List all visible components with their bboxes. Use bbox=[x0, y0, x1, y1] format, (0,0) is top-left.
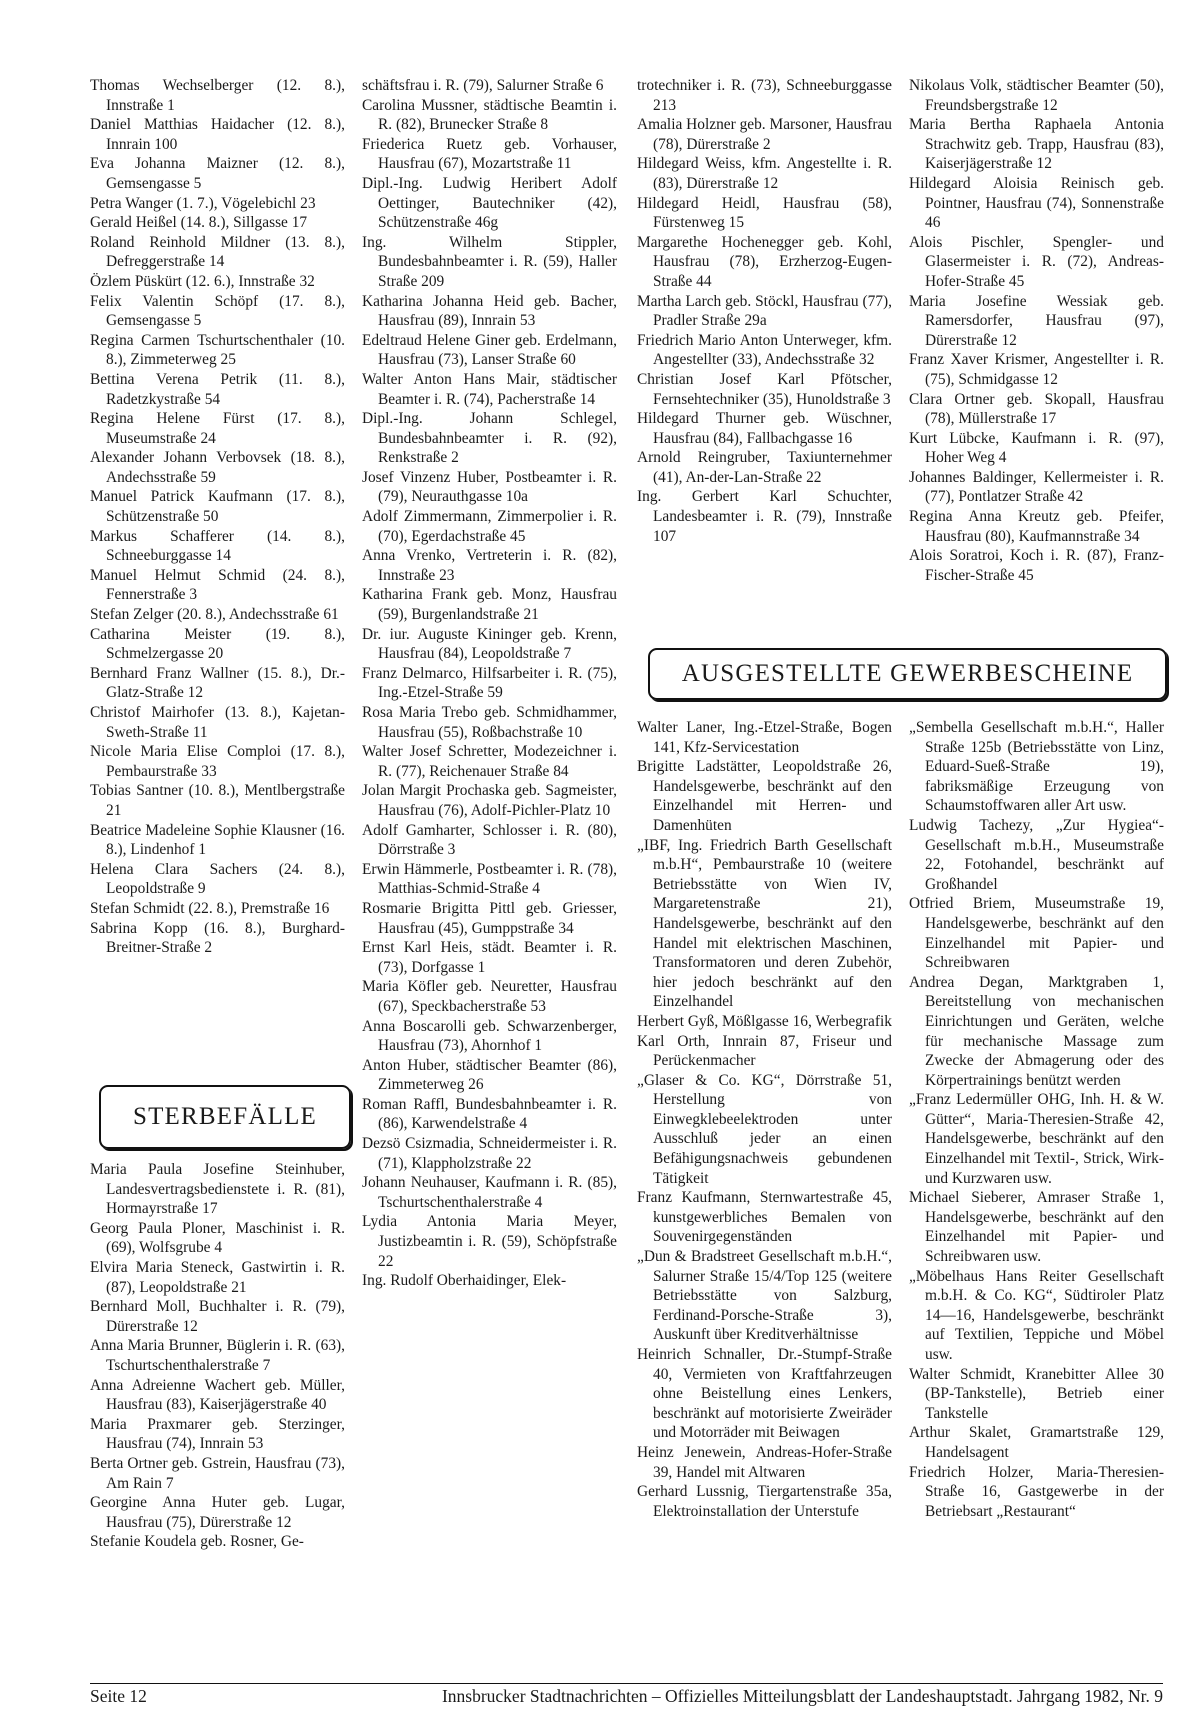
list-entry: trotechniker i. R. (73), Schneeburggasse 213 bbox=[637, 77, 892, 114]
column-1 bbox=[90, 76, 345, 958]
list-entry: Hildegard Thurner geb. Wüschner, Hausfrau (84), Fallbachgasse 16 bbox=[637, 410, 892, 447]
list-entry: Catharina Meister (19. 8.), Schmelzergasse 20 bbox=[90, 625, 345, 663]
list-entry: Manuel Helmut Schmid (24. 8.), Fennerstraße 3 bbox=[90, 566, 345, 604]
list-entry: Rosmarie Brigitta Pittl geb. Griesser, Hausfrau (45), Gumppstraße 34 bbox=[362, 899, 617, 937]
list-entry: Maria Köfler geb. Neuretter, Hausfrau (67), Speckbacherstraße 53 bbox=[362, 978, 617, 1015]
list-entry: Bettina Verena Petrik (11. 8.), Radetzkystraße 54 bbox=[90, 370, 345, 408]
list-entry: Alois Soratroi, Koch i. R. (87), Franz-Fischer-Straße 45 bbox=[909, 547, 1164, 584]
list-entry: Andrea Degan, Marktgraben 1, Bereitstellung von mechanischen Einrichtungen und Geräten, welche für mechanische Massage zum Zwecke der Abmagerung oder des Körpertrainings benützt werden bbox=[909, 973, 1164, 1089]
list-entry: Regina Anna Kreutz geb. Pfeifer, Hausfrau (80), Kaufmannstraße 34 bbox=[909, 508, 1164, 545]
list-entry: Dipl.-Ing. Johann Schlegel, Bundesbahnbeamter i. R. (92), Renkstraße 2 bbox=[362, 410, 617, 467]
list-entry: Thomas Wechselberger (12. 8.), Innstraße 1 bbox=[90, 77, 345, 114]
list-entry: Johannes Baldinger, Kellermeister i. R. (77), Pontlatzer Straße 42 bbox=[909, 468, 1164, 506]
list-entry: Ernst Karl Heis, städt. Beamter i. R. (73), Dorfgasse 1 bbox=[362, 939, 617, 976]
list-entry: Martha Larch geb. Stöckl, Hausfrau (77), Pradler Straße 29a bbox=[637, 292, 892, 330]
list-entry: Markus Schafferer (14. 8.), Schneeburggasse 14 bbox=[90, 527, 345, 565]
list-entry: Katharina Johanna Heid geb. Bacher, Hausfrau (89), Innrain 53 bbox=[362, 292, 617, 330]
list-entry: Nikolaus Volk, städtischer Beamter (50), Freundsbergstraße 12 bbox=[909, 77, 1164, 114]
list-entry: Regina Helene Fürst (17. 8.), Museumstraße 24 bbox=[90, 410, 345, 447]
list-entry: Brigitte Ladstätter, Leopoldstraße 26, Handelsgewerbe, beschränkt auf den Einzelhandel mit Herren- und Damenhüten bbox=[637, 758, 892, 834]
list-entry: Walter Josef Schretter, Modezeichner i. R. (77), Reichenauer Straße 84 bbox=[362, 743, 617, 780]
list-entry: Anna Boscarolli geb. Schwarzenberger, Hausfrau (73), Ahornhof 1 bbox=[362, 1017, 617, 1055]
list-entry: Anna Adreienne Wachert geb. Müller, Hausfrau (83), Kaiserjägerstraße 40 bbox=[90, 1376, 345, 1414]
list-entry: Heinz Jenewein, Andreas-Hofer-Straße 39, Handel mit Altwaren bbox=[637, 1443, 892, 1481]
list-entry: „Dun & Bradstreet Gesellschaft m.b.H.“, Salurner Straße 15/4/Top 125 (weitere Betriebsstätte von Salzburg, Ferdinand-Porsche-Straße 3), Auskunft über Kreditverhältnisse bbox=[637, 1248, 892, 1344]
footer-divider bbox=[90, 1683, 1163, 1684]
section-title-trade-licences: AUSGESTELLTE GEWERBESCHEINE bbox=[681, 660, 1134, 687]
list-entry: Edeltraud Helene Giner geb. Erdelmann, Hausfrau (73), Lanser Straße 60 bbox=[362, 331, 617, 369]
list-entry: Arnold Reingruber, Taxiunternehmer (41), An-der-Lan-Straße 22 bbox=[637, 449, 892, 486]
list-entry: Friedrich Mario Anton Unterweger, kfm. Angestellter (33), Andechsstraße 32 bbox=[637, 331, 892, 369]
list-entry: Hildegard Aloisia Reinisch geb. Pointner, Hausfrau (74), Sonnenstraße 46 bbox=[909, 174, 1164, 232]
list-entry: „Möbelhaus Hans Reiter Gesellschaft m.b.H. & Co. KG“, Südtiroler Platz 14—16, Handelsgewerbe, beschränkt auf Textilien, Teppiche und Möbel usw. bbox=[909, 1267, 1164, 1363]
list-entry: Herbert Gyß, Mößlgasse 16, Werbegrafik bbox=[637, 1012, 892, 1030]
list-entry: „IBF, Ing. Friedrich Barth Gesellschaft m.b.H“, Pembaurstraße 10 (weitere Betriebsstätte von Wien IV, Margaretenstraße 21), Handelsgewerbe, beschränkt auf den Handel mit elektrischen Maschinen, Transformatoren und deren Zubehör, hier jedoch beschränkt auf den Einzelhandel bbox=[637, 836, 892, 1011]
list-entry: Stefanie Koudela geb. Rosner, Ge- bbox=[90, 1533, 304, 1551]
column-3 bbox=[637, 76, 892, 546]
list-entry: Sabrina Kopp (16. 8.), Burghard-Breitner-Straße 2 bbox=[90, 919, 345, 957]
list-entry: Beatrice Madeleine Sophie Klausner (16. 8.), Lindenhof 1 bbox=[90, 821, 345, 859]
list-entry: „Glaser & Co. KG“, Dörrstraße 51, Herstellung von Einwegklebeelektroden unter Ausschluß jeder an einen Befähigungsnachweis gebundenen Tätigkeit bbox=[637, 1071, 892, 1187]
list-entry: Bernhard Moll, Buchhalter i. R. (79), Dürerstraße 12 bbox=[90, 1298, 345, 1335]
list-entry: Stefan Schmidt (22. 8.), Premstraße 16 bbox=[90, 899, 330, 917]
list-entry: Anton Huber, städtischer Beamter (86), Zimmeterweg 26 bbox=[362, 1056, 617, 1094]
list-entry: Berta Ortner geb. Gstrein, Hausfrau (73), Am Rain 7 bbox=[90, 1454, 345, 1492]
list-entry: Eva Johanna Maizner (12. 8.), Gemsengasse 5 bbox=[90, 155, 345, 192]
list-entry: Clara Ortner geb. Skopall, Hausfrau (78), Müllerstraße 17 bbox=[909, 390, 1164, 428]
list-entry: Margarethe Hochenegger geb. Kohl, Hausfrau (78), Erzherzog-Eugen-Straße 44 bbox=[637, 233, 892, 290]
list-entry: Felix Valentin Schöpf (17. 8.), Gemsengasse 5 bbox=[90, 292, 345, 330]
list-entry: Alois Pischler, Spengler- und Glasermeister i. R. (72), Andreas-Hofer-Straße 45 bbox=[909, 233, 1164, 290]
list-entry: Walter Laner, Ing.-Etzel-Straße, Bogen 141, Kfz-Servicestation bbox=[637, 719, 892, 756]
list-entry: Erwin Hämmerle, Postbeamter i. R. (78), Matthias-Schmid-Straße 4 bbox=[362, 860, 617, 898]
column-2 bbox=[362, 76, 617, 1291]
list-entry: Heinrich Schnaller, Dr.-Stumpf-Straße 40, Vermieten von Kraftfahrzeugen ohne Beistellung eines Lenkers, beschränkt auf motorisierte Zweiräder und Motorräder mit Beiwagen bbox=[637, 1346, 892, 1442]
list-entry: Franz Delmarco, Hilfsarbeiter i. R. (75), Ing.-Etzel-Straße 59 bbox=[362, 664, 617, 702]
list-entry: Rosa Maria Trebo geb. Schmidhammer, Hausfrau (55), Roßbachstraße 10 bbox=[362, 704, 617, 741]
list-entry: Kurt Lübcke, Kaufmann i. R. (97), Hoher Weg 4 bbox=[909, 429, 1164, 467]
list-entry: Özlem Püskürt (12. 6.), Innstraße 32 bbox=[90, 272, 315, 290]
list-entry: Hildegard Heidl, Hausfrau (58), Fürstenweg 15 bbox=[637, 194, 892, 232]
section-title-deaths: STERBEFÄLLE bbox=[132, 1103, 318, 1130]
list-entry: Maria Bertha Raphaela Antonia Strachwitz geb. Trapp, Hausfrau (83), Kaiserjägerstraße 12 bbox=[909, 116, 1164, 173]
list-entry: Roland Reinhold Mildner (13. 8.), Defreggerstraße 14 bbox=[90, 233, 345, 271]
list-entry: Bernhard Franz Wallner (15. 8.), Dr.-Glatz-Straße 12 bbox=[90, 664, 345, 702]
list-entry: Jolan Margit Prochaska geb. Sagmeister, Hausfrau (76), Adolf-Pichler-Platz 10 bbox=[362, 782, 617, 819]
section-heading-deaths bbox=[99, 1085, 351, 1149]
list-entry: Walter Anton Hans Mair, städtischer Beamter i. R. (74), Pacherstraße 14 bbox=[362, 370, 617, 408]
list-entry: schäftsfrau i. R. (79), Salurner Straße 6 bbox=[362, 77, 604, 94]
list-entry: Josef Vinzenz Huber, Postbeamter i. R. (79), Neurauthgasse 10a bbox=[362, 468, 617, 506]
list-entry: Ludwig Tachezy, „Zur Hygiea“-Gesellschaft m.b.H., Museumstraße 22, Fotohandel, beschränkt auf Großhandel bbox=[909, 816, 1164, 893]
section-heading-trade-licences bbox=[648, 648, 1167, 700]
list-entry: Adolf Gamharter, Schlosser i. R. (80), Dörrstraße 3 bbox=[362, 821, 617, 859]
list-entry: Michael Sieberer, Amraser Straße 1, Handelsgewerbe, beschränkt auf den Einzelhandel mit Papier- und Schreibwaren usw. bbox=[909, 1189, 1164, 1266]
list-entry: Petra Wanger (1. 7.), Vögelebichl 23 bbox=[90, 194, 316, 212]
list-entry: Georgine Anna Huter geb. Lugar, Hausfrau (75), Dürerstraße 12 bbox=[90, 1494, 345, 1531]
list-entry: Nicole Maria Elise Comploi (17. 8.), Pembaurstraße 33 bbox=[90, 743, 345, 780]
list-entry: Anna Vrenko, Vertreterin i. R. (82), Innstraße 23 bbox=[362, 547, 617, 584]
list-entry: Lydia Antonia Maria Meyer, Justizbeamtin i. R. (59), Schöpfstraße 22 bbox=[362, 1213, 617, 1270]
list-entry: Ing. Wilhelm Stippler, Bundesbahnbeamter i. R. (59), Haller Straße 209 bbox=[362, 233, 617, 290]
column-1-deaths bbox=[90, 1160, 345, 1552]
list-entry: Adolf Zimmermann, Zimmerpolier i. R. (70), Egerdachstraße 45 bbox=[362, 508, 617, 545]
list-entry: Tobias Santner (10. 8.), Mentlbergstraße 21 bbox=[90, 782, 345, 819]
list-entry: Amalia Holzner geb. Marsoner, Hausfrau (78), Dürerstraße 2 bbox=[637, 116, 892, 153]
list-entry: „Sembella Gesellschaft m.b.H.“, Haller Straße 125b (Betriebsstätte von Linz, Eduard-Sueß-Straße 19), fabriksmäßige Erzeugung von Schaumstoffwaren aller Art usw. bbox=[909, 719, 1164, 815]
list-entry: Stefan Zelger (20. 8.), Andechsstraße 61 bbox=[90, 606, 339, 624]
page-number: Seite 12 bbox=[90, 1686, 147, 1706]
list-entry: Hildegard Weiss, kfm. Angestellte i. R. (83), Dürerstraße 12 bbox=[637, 155, 892, 192]
list-entry: Johann Neuhauser, Kaufmann i. R. (85), Tschurtschenthalerstraße 4 bbox=[362, 1174, 617, 1211]
list-entry: Franz Xaver Krismer, Angestellter i. R. (75), Schmidgasse 12 bbox=[909, 351, 1164, 388]
list-entry: Katharina Frank geb. Monz, Hausfrau (59), Burgenlandstraße 21 bbox=[362, 586, 617, 624]
list-entry: Carolina Mussner, städtische Beamtin i. R. (82), Brunecker Straße 8 bbox=[362, 96, 617, 134]
list-entry: Manuel Patrick Kaufmann (17. 8.), Schützenstraße 50 bbox=[90, 488, 345, 526]
list-entry: Anna Maria Brunner, Büglerin i. R. (63), Tschurtschenthalerstraße 7 bbox=[90, 1337, 345, 1374]
list-entry: Otfried Briem, Museumstraße 19, Handelsgewerbe, beschränkt auf den Einzelhandel mit Papier- und Schreibwaren bbox=[909, 895, 1164, 972]
list-entry: Walter Schmidt, Kranebitter Allee 30 (BP-Tankstelle), Betrieb einer Tankstelle bbox=[909, 1365, 1164, 1422]
column-4 bbox=[909, 76, 1164, 585]
list-entry: Friedrich Holzer, Maria-Theresien-Straße 16, Gastgewerbe in der Betriebsart „Restaurant“ bbox=[909, 1463, 1164, 1520]
list-entry: Daniel Matthias Haidacher (12. 8.), Innrain 100 bbox=[90, 116, 345, 153]
list-entry: Georg Paula Ploner, Maschinist i. R. (69), Wolfsgrube 4 bbox=[90, 1219, 345, 1257]
column-3-trade-licences bbox=[637, 718, 892, 1521]
masthead: Innsbrucker Stadtnachrichten – Offizielles Mitteilungsblatt der Landeshauptstadt. Jahrgang 1982, Nr. 9 bbox=[441, 1686, 1163, 1706]
column-4-trade-licences bbox=[909, 718, 1164, 1521]
list-entry: Roman Raffl, Bundesbahnbeamter i. R. (86), Karwendelstraße 4 bbox=[362, 1095, 617, 1133]
list-entry: Ing. Gerbert Karl Schuchter, Landesbeamter i. R. (79), Innstraße 107 bbox=[637, 488, 892, 545]
list-entry: „Franz Ledermüller OHG, Inh. H. & W. Gütter“, Maria-Theresien-Straße 42, Handelsgewerbe, beschränkt auf den Einzelhandel mit Textil-, Strick, Wirk- und Kurzwaren usw. bbox=[909, 1091, 1164, 1187]
list-entry: Dezsö Csizmadia, Schneidermeister i. R. (71), Klappholzstraße 22 bbox=[362, 1135, 617, 1172]
list-entry: Helena Clara Sachers (24. 8.), Leopoldstraße 9 bbox=[90, 860, 345, 898]
list-entry: Alexander Johann Verbovsek (18. 8.), Andechsstraße 59 bbox=[90, 449, 345, 486]
list-entry: Gerald Heißel (14. 8.), Sillgasse 17 bbox=[90, 214, 308, 232]
list-entry: Friederica Ruetz geb. Vorhauser, Hausfrau (67), Mozartstraße 11 bbox=[362, 135, 617, 173]
list-entry: Maria Praxmarer geb. Sterzinger, Hausfrau (74), Innrain 53 bbox=[90, 1415, 345, 1453]
list-entry: Dipl.-Ing. Ludwig Heribert Adolf Oettinger, Bautechniker (42), Schützenstraße 46g bbox=[362, 174, 617, 232]
list-entry: Franz Kaufmann, Sternwartestraße 45, kunstgewerbliches Bemalen von Souvenirgegenständen bbox=[637, 1189, 892, 1246]
list-entry: Ing. Rudolf Oberhaidinger, Elek- bbox=[362, 1272, 567, 1290]
list-entry: Elvira Maria Steneck, Gastwirtin i. R. (87), Leopoldstraße 21 bbox=[90, 1258, 345, 1296]
list-entry: Arthur Skalet, Gramartstraße 129, Handelsagent bbox=[909, 1424, 1164, 1461]
list-entry: Regina Carmen Tschurtschenthaler (10. 8.), Zimmeterweg 25 bbox=[90, 331, 345, 369]
list-entry: Maria Paula Josefine Steinhuber, Landesvertragsbedienstete i. R. (81), Hormayrstraße 17 bbox=[90, 1161, 345, 1218]
list-entry: Christof Mairhofer (13. 8.), Kajetan-Sweth-Straße 11 bbox=[90, 704, 345, 741]
list-entry: Christian Josef Karl Pfötscher, Fernsehtechniker (35), Hunoldstraße 3 bbox=[637, 370, 892, 408]
list-entry: Maria Josefine Wessiak geb. Ramersdorfer, Hausfrau (97), Dürerstraße 12 bbox=[909, 292, 1164, 349]
list-entry: Karl Orth, Innrain 87, Friseur und Perückenmacher bbox=[637, 1032, 892, 1070]
page-footer bbox=[90, 1686, 1163, 1707]
list-entry: Dr. iur. Auguste Kininger geb. Krenn, Hausfrau (84), Leopoldstraße 7 bbox=[362, 625, 617, 663]
list-entry: Gerhard Lussnig, Tiergartenstraße 35a, Elektroinstallation der Unterstufe bbox=[637, 1483, 892, 1520]
